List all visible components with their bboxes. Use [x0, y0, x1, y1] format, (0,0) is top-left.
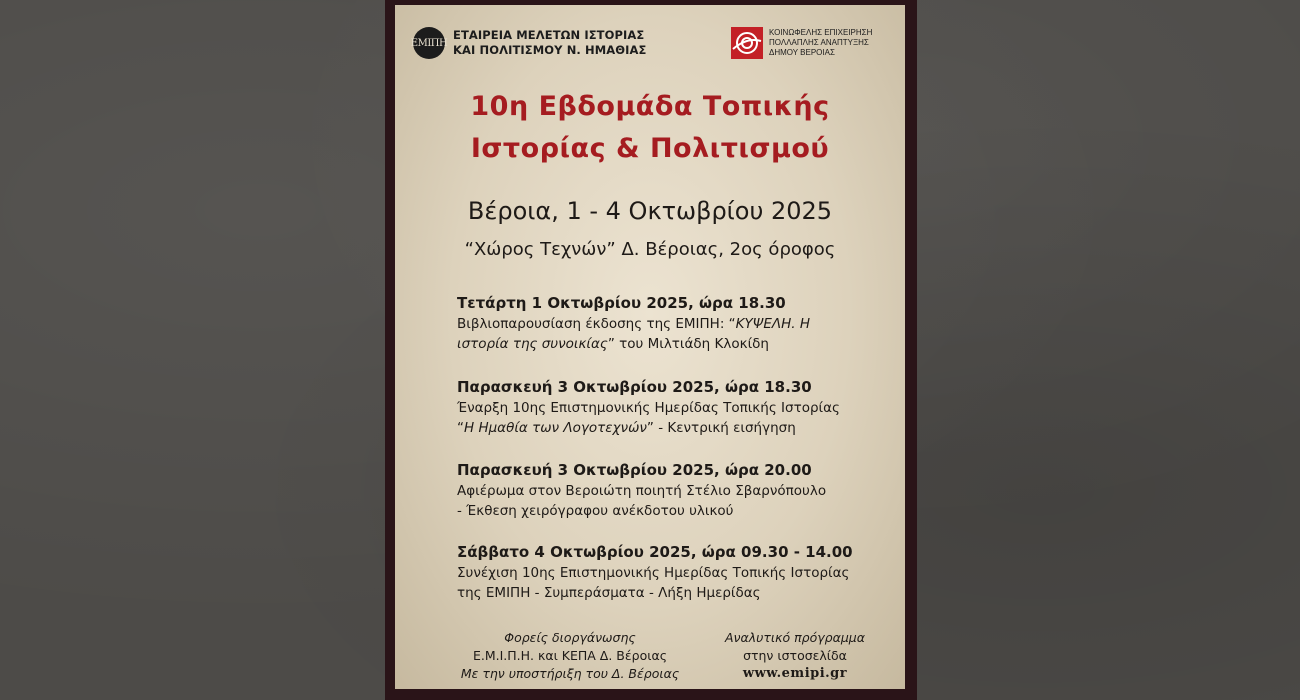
emipi-name-line2: ΚΑΙ ΠΟΛΙΤΙΣΜΟΥ Ν. ΗΜΑΘΙΑΣ [453, 43, 647, 57]
website-link[interactable]: www.emipi.gr [742, 666, 848, 681]
program-title: Αναλυτικό πρόγραμμα [725, 630, 865, 645]
kepa-name-line3: ΔΗΜΟΥ ΒΕΡΟΙΑΣ [769, 48, 835, 57]
event-topic-title: Η Ημαθία των Λογοτεχνών [464, 420, 647, 436]
event-heading: Σάββατο 4 Οκτωβρίου 2025, ώρα 09.30 - 14.00 [457, 543, 853, 561]
event-description: της ΕΜΙΠΗ - Συμπεράσματα - Λήξη Ημερίδας [457, 585, 761, 601]
organizers-names: Ε.Μ.Ι.Π.Η. και ΚΕΠΑ Δ. Βέροιας [472, 648, 668, 663]
emipi-name [453, 28, 646, 58]
event-heading: Παρασκευή 3 Οκτωβρίου 2025, ώρα 20.00 [457, 461, 812, 479]
kepa-name-line2: ΠΟΛΛΑΠΛΗΣ ΑΝΑΠΤΥΞΗΣ [769, 38, 869, 47]
organizers-footer [445, 629, 695, 683]
event-dates: Βέροια, 1 - 4 Οκτωβρίου 2025 [467, 197, 833, 225]
event-description: Αφιέρωμα στον Βεροιώτη ποιητή Στέλιο Σβαρνόπουλο [457, 483, 827, 499]
program-footer [685, 629, 905, 683]
event-heading: Παρασκευή 3 Οκτωβρίου 2025, ώρα 18.30 [457, 378, 812, 396]
event-book-title: ΚΥΨΕΛΗ. Η [735, 316, 811, 332]
event-description: - Έκθεση χειρόγραφου ανέκδοτου υλικού [457, 503, 734, 519]
event-description [457, 314, 897, 334]
event-item [457, 460, 897, 521]
event-text: “ [457, 420, 464, 436]
kepa-logo [731, 27, 763, 59]
event-poster [395, 5, 905, 689]
emipi-header [410, 27, 647, 59]
kepa-header [731, 27, 872, 59]
event-item [457, 542, 897, 603]
event-text: ” - Κεντρική εισήγηση [646, 420, 796, 436]
event-description: Συνέχιση 10ης Επιστημονικής Ημερίδας Τοπικής Ιστορίας [457, 565, 850, 581]
event-text: Βιβλιοπαρουσίαση έκδοσης της ΕΜΙΠΗ: “ [457, 316, 736, 332]
program-note: στην ιστοσελίδα [743, 648, 847, 663]
event-book-title: ιστορία της συνοικίας [457, 336, 608, 352]
support-note: Με την υποστήριξη του Δ. Βέροιας [460, 666, 680, 681]
emipi-logo [410, 27, 448, 59]
event-heading: Τετάρτη 1 Οκτωβρίου 2025, ώρα 18.30 [457, 294, 786, 312]
emipi-name-line1: ΕΤΑΙΡΕΙΑ ΜΕΛΕΤΩΝ ΙΣΤΟΡΙΑΣ [453, 28, 645, 42]
emipi-logo-text: ΕΜΙΠΗ [410, 37, 448, 49]
organizers-title: Φορείς διοργάνωσης [504, 630, 636, 645]
poster-title-line2: Ιστορίας & Πολιτισμού [470, 133, 830, 164]
event-venue: “Χώρος Τεχνών” Δ. Βέροιας, 2ος όροφος [464, 239, 836, 260]
kepa-name-line1: ΚΟΙΝΩΦΕΛΗΣ ΕΠΙΧΕΙΡΗΣΗ [769, 28, 873, 37]
event-description [457, 334, 897, 354]
event-description: Έναρξη 10ης Επιστημονικής Ημερίδας Τοπικής Ιστορίας [457, 400, 840, 416]
event-item [457, 293, 897, 354]
event-item [457, 377, 897, 438]
poster-title-line1: 10η Εβδομάδα Τοπικής [470, 91, 830, 122]
event-text: ” του Μιλτιάδη Κλοκίδη [607, 336, 769, 352]
kepa-name [769, 28, 872, 58]
event-description [457, 418, 897, 438]
